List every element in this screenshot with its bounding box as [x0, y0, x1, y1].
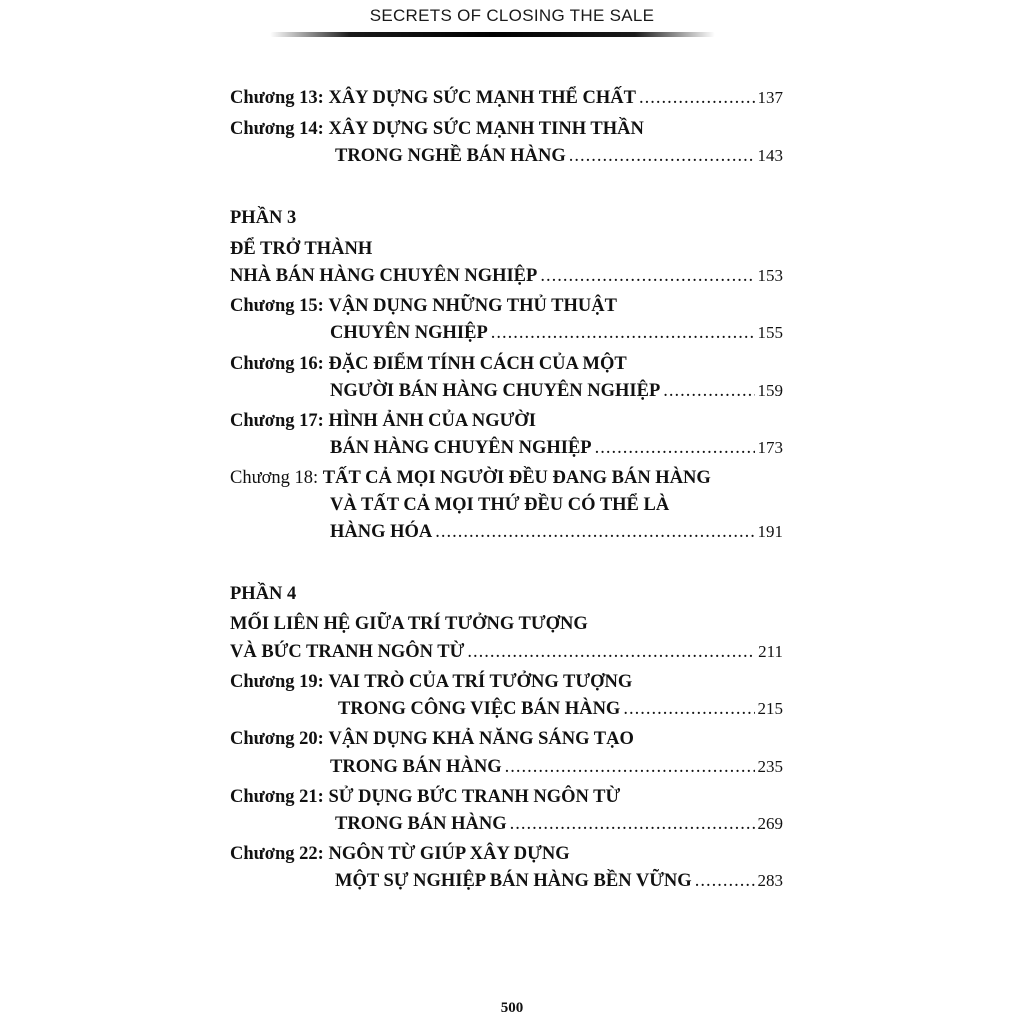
- toc-entry-ch20: [230, 729, 783, 755]
- dot-leader: [623, 699, 754, 720]
- toc-entry-part3: [230, 266, 783, 292]
- dot-leader: [595, 438, 755, 459]
- dot-leader: [639, 88, 755, 109]
- toc-entry-ch16-cont: [330, 381, 783, 407]
- page-number: 191: [757, 522, 783, 541]
- chapter-title-line1: VẬN DỤNG NHỮNG THỦ THUẬT: [328, 296, 617, 316]
- chapter-title-line2: BÁN HÀNG CHUYÊN NGHIỆP: [330, 438, 592, 458]
- chapter-title-line1: HÌNH ẢNH CỦA NGƯỜI: [328, 411, 536, 431]
- toc-entry-ch15: [230, 296, 783, 322]
- chapter-label: Chương 21:: [230, 787, 324, 807]
- chapter-label: Chương 16:: [230, 354, 324, 374]
- chapter-label: Chương 18:: [230, 468, 319, 488]
- toc-entry-ch21: [230, 787, 783, 813]
- page-number: 215: [757, 699, 783, 718]
- page-number: 153: [757, 266, 783, 285]
- chapter-title-line2: TRONG BÁN HÀNG: [330, 757, 502, 777]
- page-number: 283: [757, 871, 783, 890]
- part-title-line1: MỐI LIÊN HỆ GIỮA TRÍ TƯỞNG TƯỢNG: [230, 614, 588, 634]
- chapter-title: XÂY DỰNG SỨC MẠNH THỂ CHẤT: [328, 88, 636, 108]
- toc-entry-ch22-cont: [335, 871, 783, 897]
- header-rule: [270, 32, 715, 37]
- dot-leader: [467, 642, 755, 663]
- chapter-title-line2: NGƯỜI BÁN HÀNG CHUYÊN NGHIỆP: [330, 381, 661, 401]
- chapter-label: Chương 17:: [230, 411, 324, 431]
- toc-entry-ch18-cont2: [330, 522, 783, 548]
- part-label: PHẦN 4: [230, 584, 297, 604]
- toc-entry-ch20-cont: [330, 757, 783, 783]
- chapter-title-line1: VẬN DỤNG KHẢ NĂNG SÁNG TẠO: [328, 729, 634, 749]
- toc-entry-ch16: [230, 354, 783, 380]
- chapter-title-line3: HÀNG HÓA: [330, 522, 433, 542]
- dot-leader: [540, 266, 754, 287]
- chapter-label: Chương 15:: [230, 296, 324, 316]
- part-title-line1: ĐỂ TRỞ THÀNH: [230, 239, 373, 259]
- part-title-line2: VÀ BỨC TRANH NGÔN TỪ: [230, 642, 465, 662]
- page-number: 173: [757, 438, 783, 457]
- toc-entry-ch18: [230, 468, 783, 494]
- toc-entry-ch17-cont: [330, 438, 783, 464]
- page-number: 211: [758, 642, 783, 661]
- toc-entry-ch17: [230, 411, 783, 437]
- page-folio: 500: [500, 1000, 524, 1016]
- dot-leader: [505, 757, 755, 778]
- page-number: 235: [757, 757, 783, 776]
- part-title-line2: NHÀ BÁN HÀNG CHUYÊN NGHIỆP: [230, 266, 538, 286]
- toc-entry-part4: [230, 642, 783, 668]
- dot-leader: [695, 871, 755, 892]
- dot-leader: [435, 522, 754, 543]
- chapter-title-line1: ĐẶC ĐIỂM TÍNH CÁCH CỦA MỘT: [328, 354, 627, 374]
- chapter-title-line2: VÀ TẤT CẢ MỌI THỨ ĐỀU CÓ THỂ LÀ: [330, 495, 670, 515]
- chapter-label: Chương 19:: [230, 672, 324, 692]
- toc-entry-ch14-cont: [335, 146, 783, 172]
- chapter-label: Chương 22:: [230, 844, 324, 864]
- dot-leader: [510, 814, 755, 835]
- chapter-title-line1: XÂY DỰNG SỨC MẠNH TINH THẦN: [328, 119, 644, 139]
- toc-entry-ch19-cont: [338, 699, 783, 725]
- page-number: 137: [757, 88, 783, 107]
- chapter-label: Chương 20:: [230, 729, 324, 749]
- page-number: 159: [757, 381, 783, 400]
- toc-entry-ch13: [230, 88, 783, 114]
- dot-leader: [663, 381, 754, 402]
- page-number: 269: [757, 814, 783, 833]
- chapter-label: Chương 13:: [230, 88, 324, 108]
- page-number: 155: [757, 323, 783, 342]
- chapter-label: Chương 14:: [230, 119, 324, 139]
- chapter-title-line2: TRONG CÔNG VIỆC BÁN HÀNG: [338, 699, 621, 719]
- toc-entry-ch22: [230, 844, 783, 870]
- chapter-title-line2: MỘT SỰ NGHIỆP BÁN HÀNG BỀN VỮNG: [335, 871, 692, 891]
- chapter-title-line1: SỬ DỤNG BỨC TRANH NGÔN TỪ: [328, 787, 621, 807]
- chapter-title-line1: NGÔN TỪ GIÚP XÂY DỰNG: [328, 844, 570, 864]
- dot-leader: [569, 146, 755, 167]
- chapter-title-line1: TẤT CẢ MỌI NGƯỜI ĐỀU ĐANG BÁN HÀNG: [322, 468, 711, 488]
- toc-entry-ch19: [230, 672, 783, 698]
- toc-entry-ch14: [230, 119, 783, 145]
- chapter-title-line2: CHUYÊN NGHIỆP: [330, 323, 488, 343]
- chapter-title-line2: TRONG NGHỀ BÁN HÀNG: [335, 146, 566, 166]
- toc-entry-ch21-cont: [335, 814, 783, 840]
- running-head: SECRETS OF CLOSING THE SALE: [369, 6, 655, 25]
- page-number: 143: [757, 146, 783, 165]
- toc-entry-ch18-cont1: [330, 495, 783, 521]
- part-label: PHẦN 3: [230, 208, 297, 228]
- chapter-title-line2: TRONG BÁN HÀNG: [335, 814, 507, 834]
- dot-leader: [491, 323, 755, 344]
- chapter-title-line1: VAI TRÒ CỦA TRÍ TƯỞNG TƯỢNG: [328, 672, 633, 692]
- toc-entry-ch15-cont: [330, 323, 783, 349]
